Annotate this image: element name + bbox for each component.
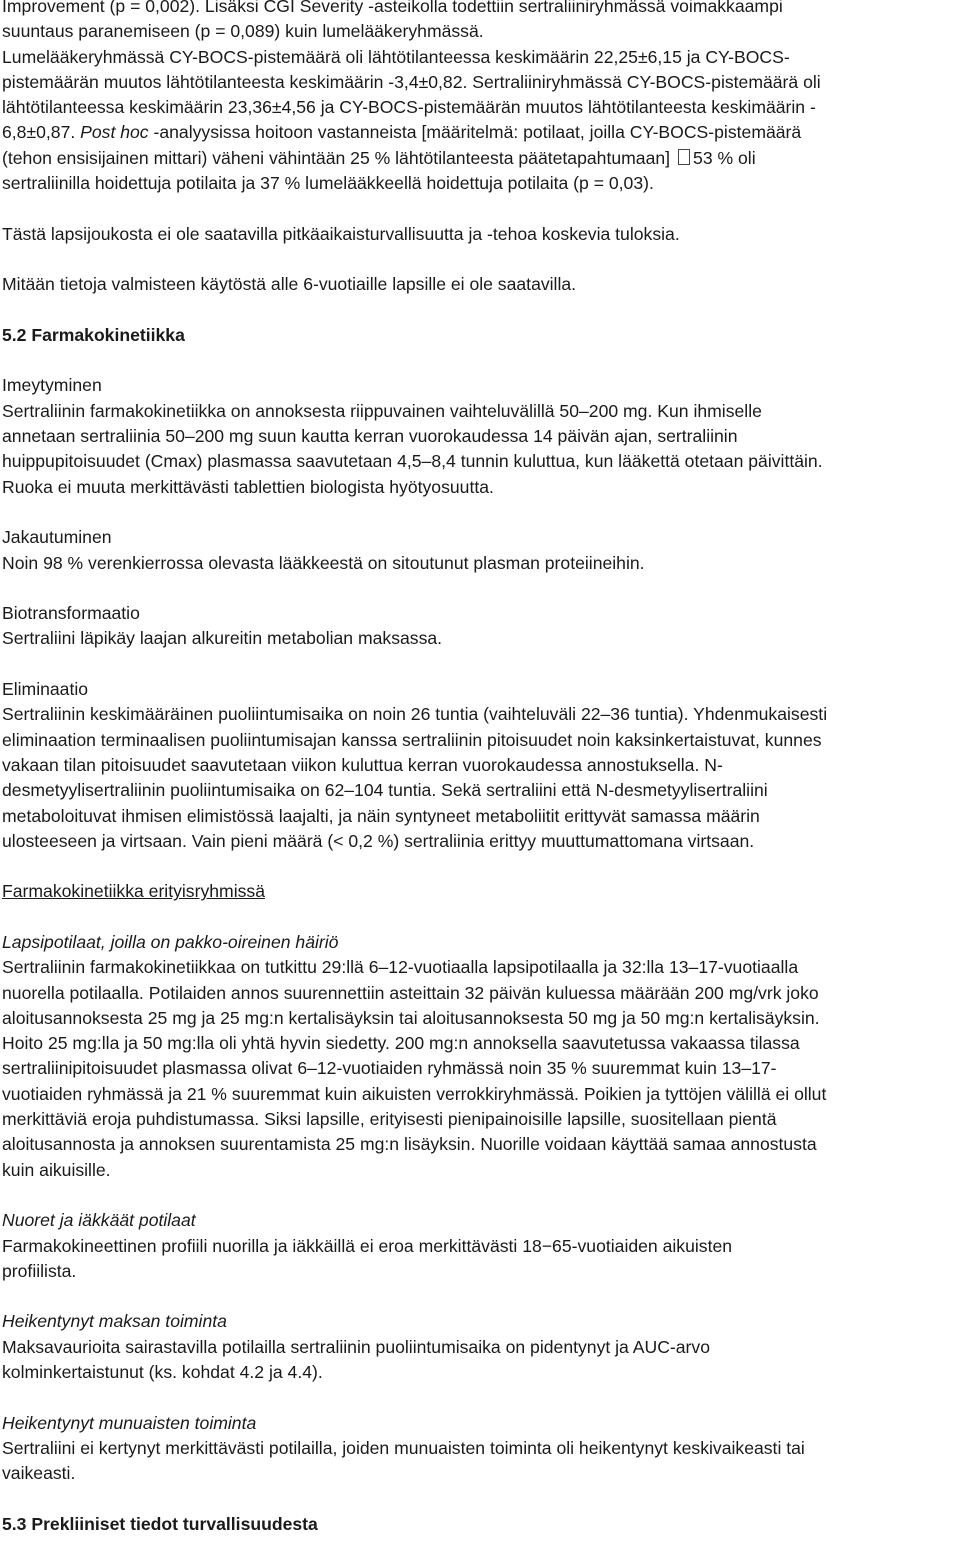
subsection-title: Heikentynyt maksan toiminta [2, 1311, 227, 1332]
section-heading-5-3: 5.3 Prekliiniset tiedot turvallisuudesta [2, 1513, 318, 1534]
text-run: (tehon ensisijainen mittari) väheni vähintään 25 % lähtötilanteesta päätetapahtumaan] [2, 147, 671, 168]
text-line: Sertraliini läpikäy laajan alkureitin metabolian maksassa. [2, 628, 443, 649]
subsection-biotransformaatio [2, 601, 954, 652]
text-line: annetaan sertraliinia 50–200 mg suun kautta kerran vuorokaudessa 14 päivän ajan, sertraliinin [2, 426, 738, 447]
subsection-imeytyminen [2, 373, 954, 499]
paragraph-under-6: Mitään tietoja valmisteen käytöstä alle 6-vuotiaille lapsille ei ole saatavilla. [2, 274, 577, 295]
text-line: Farmakokineettinen profiili nuorilla ja iäkkäillä ei eroa merkittävästi 18−65-vuotiaiden aikuisten [2, 1235, 733, 1256]
text-line: lähtötilanteessa keskimäärin 23,36±4,56 ja CY-BOCS-pistemäärän muutos lähtötilanteesta keskimäärin - [2, 97, 816, 118]
subsection-young-elderly [2, 1208, 954, 1284]
text-line: vaikeasti. [2, 1463, 76, 1484]
text-line: Improvement (p = 0,002). Lisäksi CGI Severity -asteikolla todettiin sertraliiniryhmässä voimakkaampi [2, 0, 783, 16]
text-line [2, 146, 954, 171]
subsection-pediatric [2, 930, 954, 1183]
text-line: suuntaus paranemiseen (p = 0,089) kuin lumelääkeryhmässä. [2, 21, 484, 42]
text-line: aloitusannoksesta 25 mg ja 25 mg:n kertalisäyksin tai aloitusannoksesta 50 mg ja 50 mg:n kertalisäyksin. [2, 1007, 820, 1028]
subsection-title: Heikentynyt munuaisten toiminta [2, 1412, 257, 1433]
text-line: Ruoka ei muuta merkittävästi tablettien biologista hyötyosuutta. [2, 476, 494, 497]
text-line: vakaan tilan pitoisuudet saavutetaan viikon kuluttua kerran vuorokaudessa annostuksella. N- [2, 754, 723, 775]
text-line: Noin 98 % verenkierrossa olevasta lääkkeestä on sitoutunut plasman proteiineihin. [2, 552, 645, 573]
subsection-title: Eliminaatio [2, 679, 89, 700]
subsection-title: Nuoret ja iäkkäät potilaat [2, 1210, 196, 1231]
intro-paragraph [2, 0, 954, 196]
text-line: Maksavaurioita sairastavilla potilailla sertraliinin puoliintumisaika on pidentynyt ja AUC-arvo [2, 1336, 710, 1357]
paragraph-long-term-safety: Tästä lapsijoukosta ei ole saatavilla pitkäaikaisturvallisuutta ja -tehoa koskevia tuloksia. [2, 223, 680, 244]
text-line: Hoito 25 mg:lla ja 50 mg:lla oli yhtä hyvin siedetty. 200 mg:n annoksella saavutetussa vakaassa tilassa [2, 1033, 800, 1054]
post-hoc-italic: Post hoc [80, 122, 149, 143]
text-line: vuotiaiden ryhmässä ja 21 % suuremmat kuin aikuisten verrokkiryhmässä. Poikien ja tyttöjen välillä ei ollut [2, 1083, 827, 1104]
text-line: Sertraliinin farmakokinetiikka on annoksesta riippuvainen vaihteluvälillä 50–200 mg. Kun ihmiselle [2, 400, 762, 421]
text-line: sertraliinilla hoidettuja potilaita ja 37 % lumelääkkeellä hoidettuja potilaita (p = 0,03). [2, 173, 654, 194]
text-line: huippupitoisuudet (Cmax) plasmassa saavutetaan 4,5–8,4 tunnin kuluttua, kun lääkettä otetaan päivittäin. [2, 451, 823, 472]
subsection-renal [2, 1411, 954, 1487]
text-line: nuorella potilaalla. Potilaiden annos suurennettiin asteittain 32 päivän kuluessa määrään 200 mg/vrk joko [2, 982, 819, 1003]
missing-glyph-icon [678, 149, 690, 165]
text-run: -analyysissa hoitoon vastanneista [määritelmä: potilaat, joilla CY-BOCS-pistemäärä [148, 122, 802, 143]
text-line: profiilista. [2, 1260, 77, 1281]
subsection-jakautuminen [2, 525, 954, 576]
text-line: eliminaation terminaalisen puoliintumisajan kanssa sertraliinin pitoisuudet noin kaksinkertaistuvat, kunnes [2, 729, 822, 750]
text-line: Sertraliinin keskimääräinen puoliintumisaika on noin 26 tuntia (vaihteluväli 22–36 tuntia). Yhdenmukaisesti [2, 704, 828, 725]
text-line: kolminkertaistunut (ks. kohdat 4.2 ja 4.4). [2, 1362, 323, 1383]
text-line: desmetyylisertraliinin puoliintumisaika on 62–104 tuntia. Sekä sertraliini että N-desmetyylisertraliini [2, 780, 768, 801]
text-line: kuin aikuisille. [2, 1159, 111, 1180]
subsection-title: Biotransformaatio [2, 603, 140, 624]
subsection-hepatic [2, 1309, 954, 1385]
text-line [2, 120, 954, 145]
subsection-title: Imeytyminen [2, 375, 102, 396]
text-line: metaboloituvat ihmisen elimistössä laajalti, ja näin syntyneet metaboliitit erittyvät samassa määrin [2, 805, 760, 826]
text-line: sertraliinipitoisuudet plasmassa olivat 6–12-vuotiaiden ryhmässä noin 35 % suuremmat kuin 13–17- [2, 1058, 777, 1079]
text-line: merkittäviä eroja puhdistumassa. Siksi lapsille, erityisesti pienipainoisille lapsille, suositellaan pientä [2, 1109, 777, 1130]
text-line: ulosteeseen ja virtsaan. Vain pieni määrä (< 0,2 %) sertraliinia erittyy muuttumattomana virtsaan. [2, 830, 755, 851]
text-line: Lumelääkeryhmässä CY-BOCS-pistemäärä oli lähtötilanteessa keskimäärin 22,25±6,15 ja CY-BOCS- [2, 46, 790, 67]
text-run: 6,8±0,87. [2, 122, 81, 143]
subsection-eliminaatio [2, 677, 954, 854]
subsection-title: Lapsipotilaat, joilla on pakko-oireinen häiriö [2, 931, 339, 952]
text-line: Sertraliinin farmakokinetiikkaa on tutkittu 29:llä 6–12-vuotiaalla lapsipotilaalla ja 32:lla 13–17-vuotiaalla [2, 957, 799, 978]
document-page [2, 0, 954, 1562]
subsection-title-special-groups: Farmakokinetiikka erityisryhmissä [2, 881, 265, 902]
text-line: aloitusannosta ja annoksen suurentamista 25 mg:n lisäyksin. Nuorille voidaan käyttää samaa annostusta [2, 1134, 817, 1155]
text-line: Sertraliini ei kertynyt merkittävästi potilailla, joiden munuaisten toiminta oli heikentynyt keskivaikeasti tai [2, 1437, 805, 1458]
text-line: pistemäärän muutos lähtötilanteesta keskimäärin -3,4±0,82. Sertraliiniryhmässä CY-BOCS-pistemäärä oli [2, 71, 821, 92]
subsection-title: Jakautuminen [2, 527, 112, 548]
section-heading-5-2: 5.2 Farmakokinetiikka [2, 324, 185, 345]
text-run: 53 % oli [693, 147, 756, 168]
